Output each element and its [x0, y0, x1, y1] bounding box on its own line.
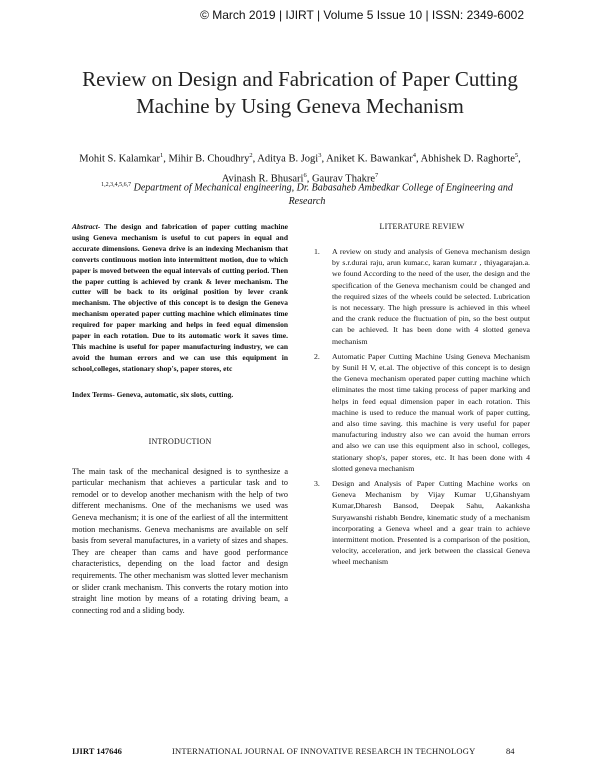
author-affiliation-mark: 2 [249, 152, 253, 159]
literature-item-number: 3. [314, 479, 320, 489]
introduction-heading: INTRODUCTION [148, 436, 212, 446]
right-column [314, 246, 530, 572]
literature-item-text: Design and Analysis of Paper Cutting Machine works on Geneva Mechanism by Vijay Kumar U,Ghanshyam Kumar,Dharesh Bansod, Deepak Sahu, Aakanksha Suryawanshi rishabh Bendre, kinematic study of a mechanism incorporating a Geneva wheel and a gear train to achieve intermittent motion. Presented is a comparison of the position, velocity, acceleration, and jerk between the classical Geneva wheel mechanism [332, 479, 530, 567]
author-affiliation-mark: 4 [412, 152, 416, 159]
introduction-body: The main task of the mechanical designed is to synthesize a particular mechanism that achieves a particular task and to remodel or to develop another mechanism with the help of two different mechanisms. One of the mechanisms we used was Geneva mechanism; it is one of the earliest of all the intermittent motion mechanisms. Geneva mechanisms are available on self basis from several manufactures, in a variety of sizes and shapes. They are cheaper than cams and have good performance characteristics, depending on the load factor and design requirements. The other mechanism was slotted lever mechanism or slider crank mechanism. This converts the rotary motion into straight line motion by means of a rotating driving beam, a connecting rod and a sliding body. [72, 466, 288, 615]
literature-list [314, 246, 530, 568]
author-affiliation-mark: 1 [160, 152, 164, 159]
page-number: 84 [506, 746, 515, 756]
left-column [72, 222, 288, 616]
index-terms: Index Terms- Geneva, automatic, six slots, cutting. [72, 389, 234, 399]
literature-item-number: 2. [314, 351, 320, 361]
affiliation [72, 178, 542, 209]
affiliation-text: Department of Mechanical engineering, Dr. Babasaheb Ambedkar College of Engineering and [133, 182, 513, 194]
abstract-label: Abstract- [72, 222, 101, 231]
author-name: Mohit S. Kalamkar [79, 153, 161, 165]
paper-title [0, 66, 600, 120]
author-affiliation-mark: 5 [514, 152, 519, 159]
journal-header: © March 2019 | IJIRT | Volume 5 Issue 10 | ISSN: 2349-6002 [200, 8, 524, 22]
paper-title-line: Machine by Using Geneva Mechanism [136, 94, 464, 118]
abstract-text: The design and fabrication of paper cutting machine using Geneva mechanism is useful to cut papers in equal and accurate dimensions. Geneva drive is an indexing Mechanism that converts continuous motion into intermittent motion, due to which paper is moved between the equal intervals of cutting period. Then the paper cutting is achieved by crank & lever mechanism. The cutter will be back to its original position by lever crank mechanism. The objective of this concept is to design the Geneva mechanism operated paper cutting machine which eliminates time required for paper marking and helps in feed equal dimension paper in each rotation. Due to its automatic work it saves time. This machine is useful for paper manufacturing industry, we can avoid the human errors and we can use this equipment in school,colleges, stationary shop's, paper stores, etc [72, 222, 288, 373]
author-name: Gaurav Thakre [311, 173, 376, 184]
literature-item-text: A review on study and analysis of Geneva mechanism design by s.r.durai raju, arun kumar.c, karan kumar.r , thiyagarajan.a. we found According to the need of the user, the design and the specification of the Geneva mechanism could be changed and the required sizes of the wheels could be selected. Lubrication is not necessary. The high pressure is achieved in this wheel and the crank reduce the fluctuation of pin, so the best output can be achieved. It has been done with 4 slotted geneva mechanism [332, 247, 530, 346]
author-affiliation-mark: 7 [375, 171, 379, 179]
literature-item [314, 351, 530, 474]
footer-paper-id: IJIRT 147646 [72, 746, 122, 756]
footer-journal-name: INTERNATIONAL JOURNAL OF INNOVATIVE RESEARCH IN TECHNOLOGY [172, 746, 476, 756]
author-name: Avinash R. Bhusari [221, 173, 304, 184]
paper-title-line: Review on Design and Fabrication of Paper Cutting [82, 67, 518, 91]
author-name: Aditya B. Jogi [257, 153, 319, 165]
author-affiliation-mark: 3 [318, 152, 322, 159]
affiliation-mark: 1,2,3,4,5,6,7 [101, 182, 132, 188]
literature-item-number: 1. [314, 247, 320, 256]
abstract [72, 222, 288, 375]
author-name: Aniket K. Bawankar [326, 153, 413, 165]
author-affiliation-mark: 6 [303, 171, 307, 179]
literature-item [314, 478, 530, 568]
literature-item [314, 246, 530, 347]
author-name: Mihir B. Choudhry [168, 153, 250, 165]
author-list: Mohit S. Kalamkar$^1$, Mihir B. Choudhry$^2$, Aditya B. Jogi$^3$, Aniket K. Bawankar$^4$, Abhishek D. Raghorte$^5$, Avinash R. Bhusari$^6$, Gaurav Thakre$^7$ [79, 152, 521, 184]
affiliation-text: Research [288, 196, 326, 208]
literature-heading: LITERATURE REVIEW [379, 222, 465, 231]
author-name: Abhishek D. Raghorte [420, 153, 515, 165]
literature-item-text: Automatic Paper Cutting Machine Using Geneva Mechanism by Sunil H V, et.al. The objective of this concept is to design the Geneva mechanism operated paper cutting machine which eliminates the most time taking process of paper marking and helps in feed equal dimension paper in each rotation. This machine is used to reduce the manual work of paper cutting, and also time saving. this machine is very useful for paper manufacturing industry also we can avoid the human errors and also we can use this equipment also in school, colleges, stationary shop's, paper stores, etc. It has been done with 4 slotted geneva mechanism [332, 351, 530, 473]
